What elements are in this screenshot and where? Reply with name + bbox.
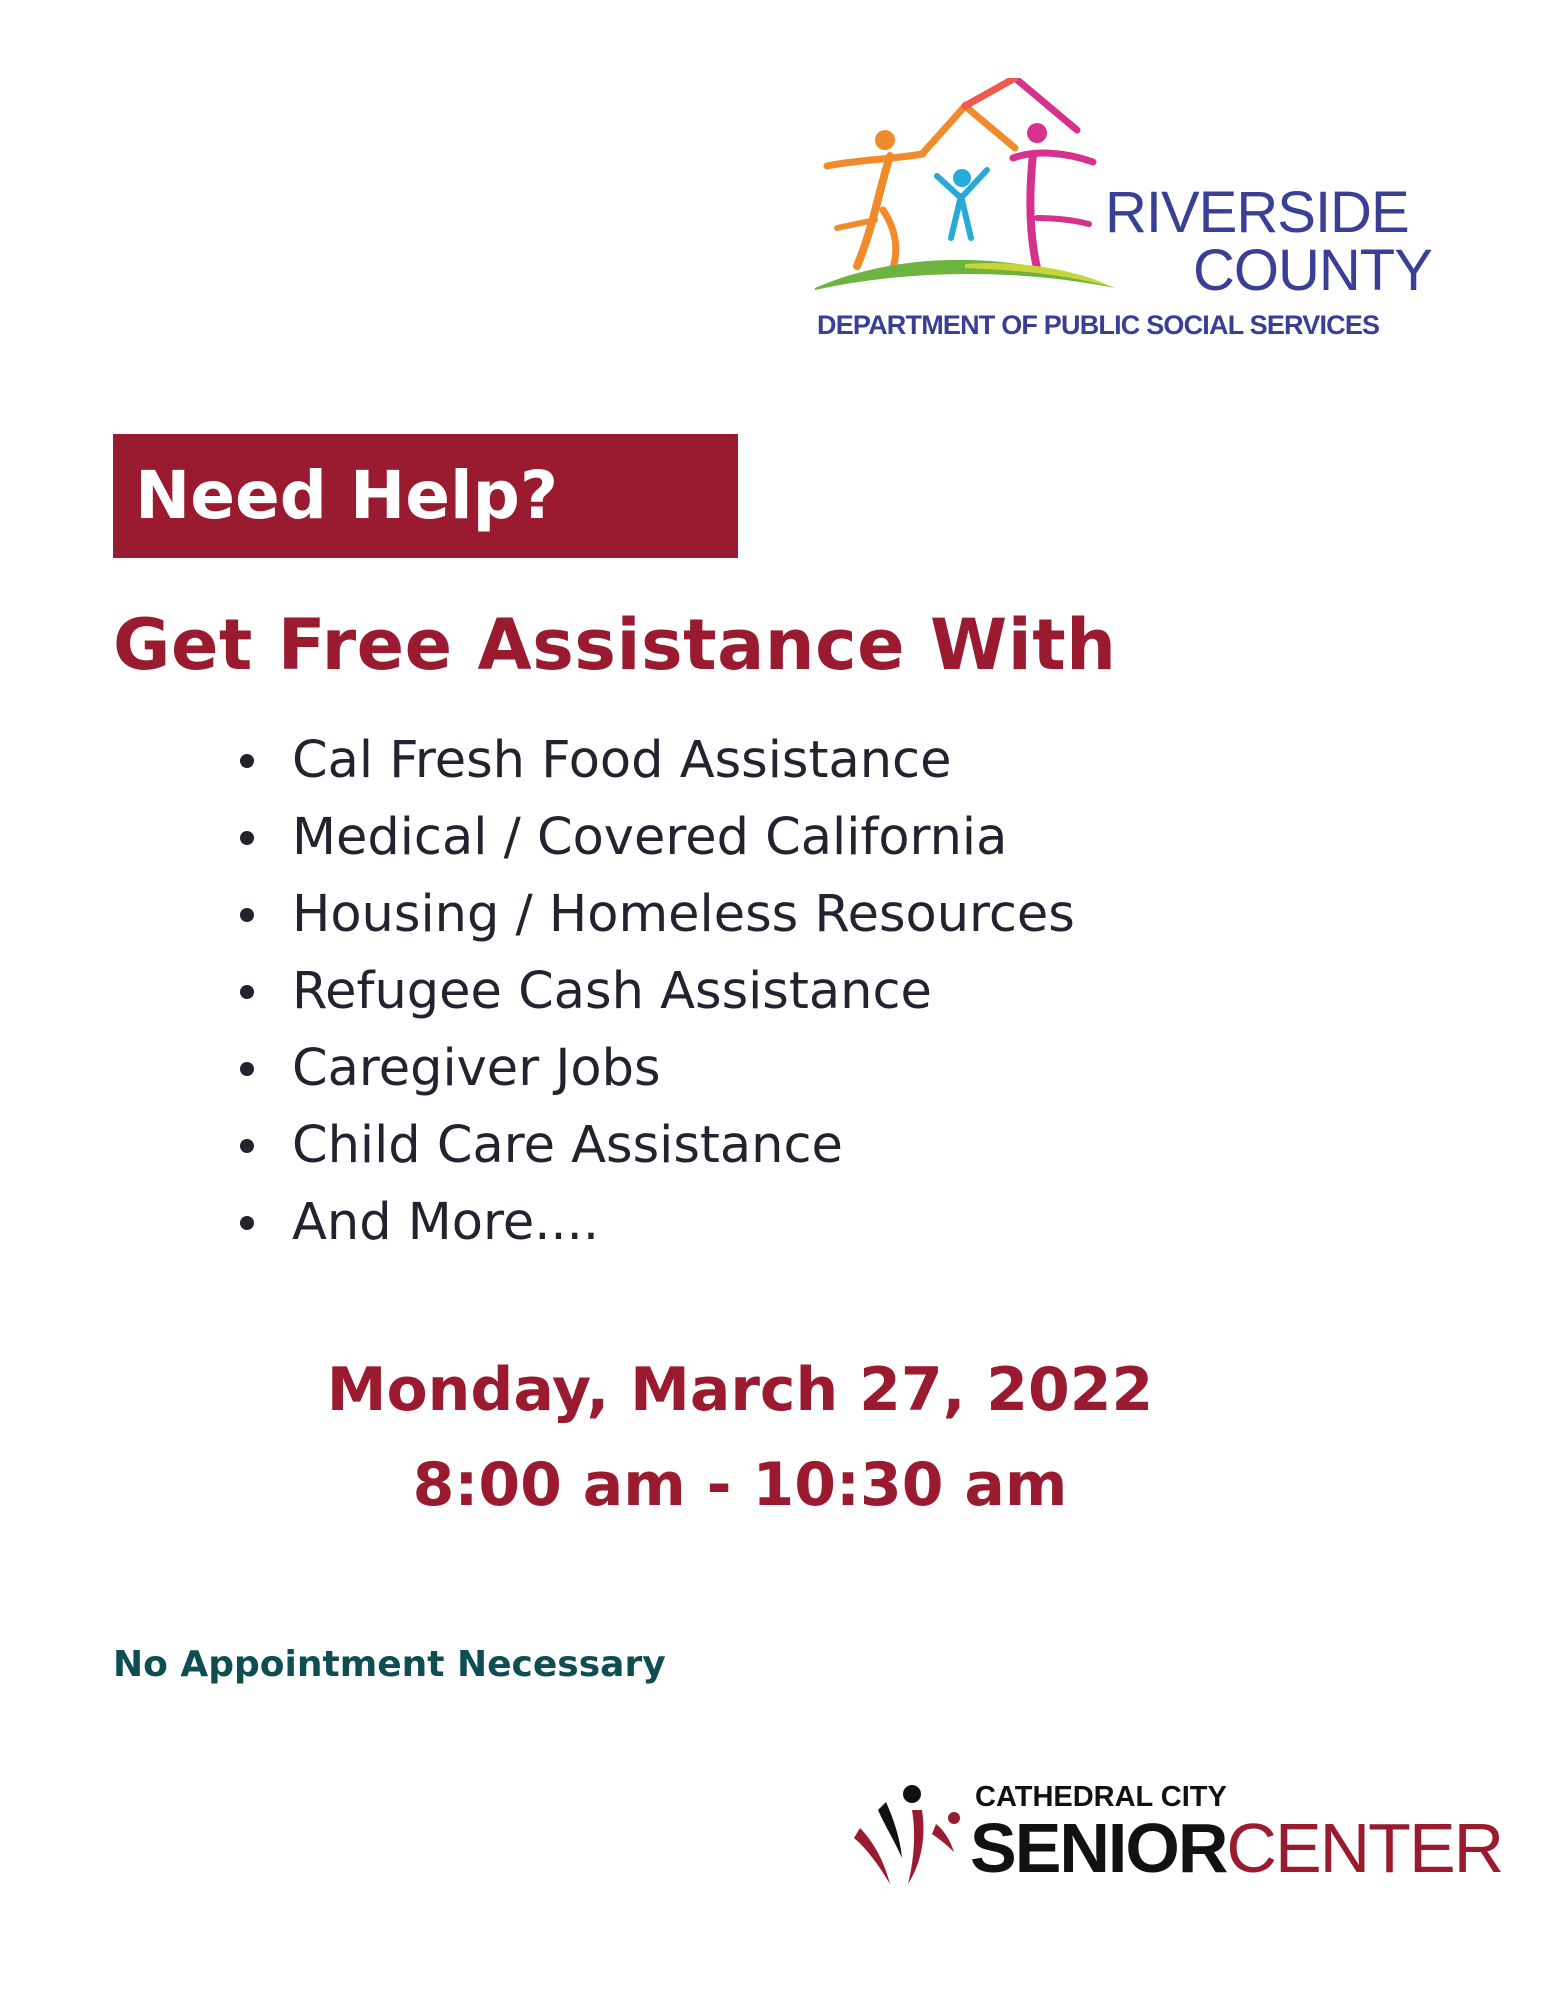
no-appointment-note: No Appointment Necessary [113,1644,666,1685]
list-item [240,799,1075,876]
assistance-heading: Get Free Assistance With [113,604,1117,686]
event-date: Monday, March 27, 2022 [326,1355,1154,1425]
bullet-icon [240,1216,254,1230]
senior-word: SENIOR [970,1809,1227,1887]
event-time: 8:00 am - 10:30 am [412,1450,1068,1520]
riverside-logo-department: DEPARTMENT OF PUBLIC SOCIAL SERVICES [817,310,1380,340]
senior-center-logo [850,1780,1503,1890]
center-word: CENTER [1226,1809,1503,1887]
service-label: Housing / Homeless Resources [292,885,1075,944]
bullet-icon [240,754,254,768]
service-label: Child Care Assistance [292,1116,843,1175]
list-item [240,876,1075,953]
riverside-logo-line-2: COUNTY [1193,238,1432,303]
service-label: And More.... [292,1193,600,1252]
riverside-county-logo [815,78,1465,348]
senior-center-name [970,1810,1502,1886]
bullet-icon [240,1139,254,1153]
service-label: Caregiver Jobs [292,1039,661,1098]
bullet-icon [240,908,254,922]
need-help-banner: Need Help? [113,434,738,558]
bullet-icon [240,985,254,999]
service-label: Cal Fresh Food Assistance [292,731,952,790]
list-item [240,1184,1075,1261]
services-list [240,722,1075,1261]
service-label: Refugee Cash Assistance [292,962,932,1021]
list-item [240,1107,1075,1184]
bullet-icon [240,1062,254,1076]
service-label: Medical / Covered California [292,808,1008,867]
list-item [240,953,1075,1030]
list-item [240,722,1075,799]
senior-center-city: CATHEDRAL CITY [975,1781,1227,1813]
bullet-icon [240,831,254,845]
senior-center-figures-icon [850,1780,970,1890]
list-item [240,1030,1075,1107]
riverside-logo-line-1: RIVERSIDE [1105,180,1409,245]
